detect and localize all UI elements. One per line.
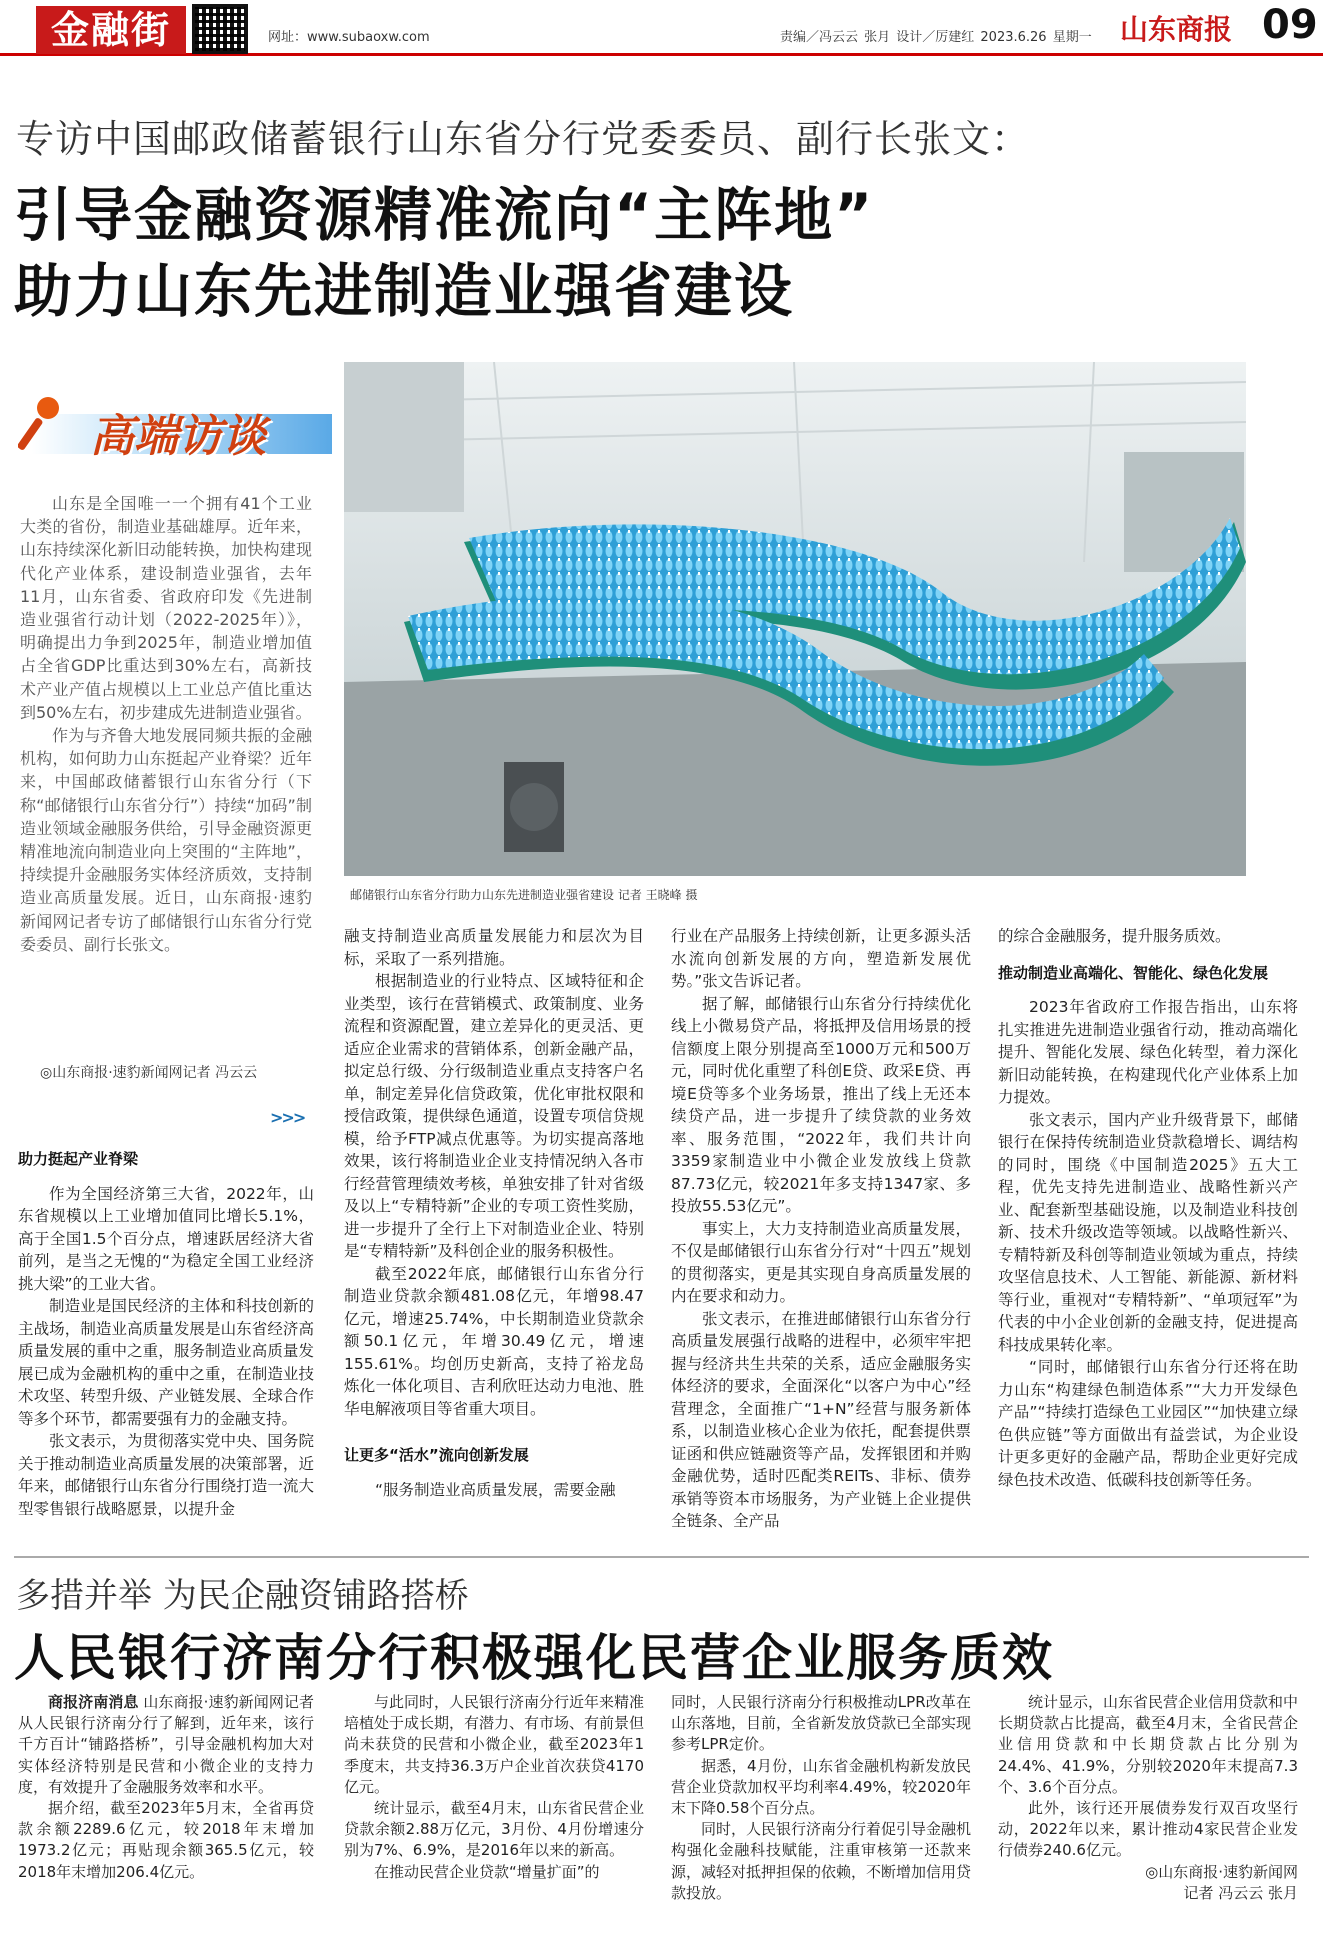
body-paragraph: 张文表示，为贯彻落实党中央、国务院关于推动制造业高质量发展的决策部署，近年来，邮储银行山东省分行围绕打造一流大型零售银行战略愿景，以提升金	[18, 1432, 314, 1518]
article-column-2	[344, 1692, 644, 1883]
body-paragraph: 据悉，4月份，山东省金融机构新发放民营企业贷款加权平均利率4.49%，较2020年末下降0.58个百分点。	[671, 1756, 971, 1818]
intro-paragraph: 作为与齐鲁大地发展同频共振的金融机构，如何助力山东挺起产业脊梁？近年来，中国邮政储蓄银行山东省分行（下称“邮储银行山东省分行”）持续“加码”制造业领域金融服务供给，引导金融资源更精准地流向制造业向上突围的“主阵地”，持续提升金融服务实体经济质效，支持制造业高质量发展。近日，山东商报·速豹新闻网记者专访了邮储银行山东省分行党委委员、副行长张文。	[20, 726, 312, 954]
body-paragraph: 作为全国经济第三大省，2022年，山东省规模以上工业增加值同比增长5.1%，高于全国1.5个百分点，增速跃居经济大省前列，是当之无愧的“为稳定全国工业经济挑大梁”的工业大省。	[18, 1184, 314, 1293]
reporter-byline: ◎山东商报·速豹新闻网记者 冯云云	[40, 1065, 258, 1081]
qr-code-icon	[192, 4, 248, 54]
article-column-2	[344, 925, 644, 1501]
page-number: 09	[1262, 2, 1318, 48]
body-paragraph: 行业在产品服务上持续创新，让更多源头活水流向创新发展的方向，塑造新发展优势。”张文告诉记者。	[671, 927, 971, 990]
article-column-3	[671, 925, 971, 1533]
body-paragraph: “服务制造业高质量发展，需要金融	[375, 1480, 616, 1499]
article-kicker: 专访中国邮政储蓄银行山东省分行党委委员、副行长张文：	[16, 117, 1031, 161]
body-paragraph: 在推动民营企业贷款“增量扩面”的	[374, 1862, 600, 1881]
body-paragraph: 2023年省政府工作报告指出，山东将扎实推进先进制造业强省行动，推动高端化提升、智能化发展、绿色化转型，着力深化新旧动能转换，在构建现代化产业体系上加力提效。	[998, 998, 1298, 1106]
intro-paragraph: 山东是全国唯一一个拥有41个工业大类的省份，制造业基础雄厚。近年来，山东持续深化新旧动能转换，加快构建现代化产业体系，建设制造业强省，去年11月，山东省委、省政府印发《先进制造业强省行动计划（2022-2025年）》，明确提出力争到2025年，制造业增加值占全省GDP比重达到30%左右，高新技术产业产值占规模以上工业总产值比重达到50%左右，初步建成先进制造业强省。	[20, 494, 312, 722]
body-paragraph: 截至2022年底，邮储银行山东省分行制造业贷款余额481.08亿元，年增98.47亿元，增速25.74%，中长期制造业贷款余额50.1亿元，年增30.49亿元，增速155.61%。均创历史新高，支持了裕龙岛炼化一体化项目、吉利欣旺达动力电池、胜华电解液项目等省重大项目。	[344, 1264, 644, 1418]
lead-text: 山东商报·速豹新闻网记者从人民银行济南分行了解到，近年来，该行千方百计“铺路搭桥”，引导金融机构加大对实体经济特别是民营和小微企业的支持力度，有效提升了金融服务效率和水平。	[18, 1693, 314, 1796]
body-paragraph: 统计显示，截至4月末，山东省民营企业贷款余额2.88万亿元，3月份、4月份增速分别为7%、6.9%，是2016年以来的新高。	[344, 1799, 644, 1860]
article-divider	[14, 1556, 1309, 1558]
body-paragraph: 张文表示，国内产业升级背景下，邮储银行在保持传统制造业贷款稳增长、调结构的同时，围绕《中国制造2025》五大工程，优先支持先进制造业、战略性新兴产业、配套新型基础设施，以及制造业科技创新、技术升级改造等领域。以战略性新兴、专精特新及科创等制造业领域为重点，持续攻坚信息技术、人工智能、新能源、新材料等行业，重视对“专精特新”、“单项冠军”为代表的中小企业创新的金融支持，促进提高科技成果转化率。	[998, 1110, 1298, 1354]
body-paragraph: 据介绍，截至2023年5月末，全省再贷款余额2289.6亿元，较2018年末增加1973.2亿元；再贴现余额365.5亿元，较2018年末增加206.4亿元。	[18, 1799, 314, 1881]
section-subhead: 助力挺起产业脊梁	[18, 1150, 139, 1168]
article-intro	[20, 492, 312, 956]
badge-text: 高端访谈	[90, 411, 266, 462]
article-column-4	[998, 925, 1298, 1491]
paper-name: 山东商报	[1120, 13, 1233, 46]
headline-line-2: 助力山东先进制造业强省建设	[14, 257, 795, 325]
article-column-3	[671, 1692, 971, 1904]
arrow-icon: >>>	[270, 1108, 305, 1127]
section-subhead: 让更多“活水”流向创新发展	[344, 1446, 529, 1464]
body-paragraph: 据了解，邮储银行山东省分行持续优化线上小微易贷产品，将抵押及信用场景的授信额度上限分别提高至1000万元和500万元，同时优化重塑了科创E贷、政采E贷、再境E贷等多个业务场景，推出了线上无还本续贷产品，进一步提升了续贷款的业务效率、服务范围，“2022年，我们共计向3359家制造业中小微企业发放线上贷款87.73亿元，较2021年多支持1347家、多投放55.53亿元”。	[671, 994, 971, 1215]
body-paragraph: 统计显示，山东省民营企业信用贷款和中长期贷款占比提高，截至4月末，全省民营企业信用贷款和中长期贷款占比分别为24.4%、41.9%，分别较2020年末提高7.3个、3.6个百分点。	[998, 1693, 1299, 1796]
body-paragraph: 与此同时，人民银行济南分行近年来精准培植处于成长期，有潜力、有市场、有前景但尚未获贷的民营和小微企业，截至2023年1季度末，共支持36.3万户企业首次获贷4170亿元。	[344, 1693, 645, 1796]
body-paragraph: 同时，人民银行济南分行着促引导金融机构强化金融科技赋能，注重审核第一还款来源，减轻对抵押担保的依赖，不断增加信用贷款投放。	[671, 1820, 972, 1902]
body-paragraph: 的综合金融服务，提升服务质效。	[998, 927, 1231, 945]
body-paragraph: 张文表示，在推进邮储银行山东省分行高质量发展强行战略的进程中，必须牢牢把握与经济共生共荣的关系，适应金融服务实体经济的要求，全面深化“以客户为中心”经营理念，全面推广“1+N”经营与服务新体系，以制造业核心企业为依托，配套提供票证函和供应链融资等产品，发挥银团和并购金融优势，适时匹配类REITs、非标、债券承销等资本市场服务，为产业链上企业提供全链条、全产品	[671, 1309, 971, 1530]
body-paragraph: 根据制造业的行业特点、区域特征和企业类型，该行在营销模式、政策制度、业务流程和资源配置，建立差异化的更灵活、更适应企业需求的营销体系，创新金融产品，拟定总行级、分行级制造业重点支持客户名单，制定差异化信贷政策，优化审批权限和授信政策，提供绿色通道，设置专项信贷规模，给予FTP减点优惠等。为切实提高落地效果，该行将制造业企业支持情况纳入各市行经营管理绩效考核，单独安排了针对省级及以上“专精特新”企业的专项工资性奖励，进一步提升了全行上下对制造业企业、特别是“专精特新”及科创企业的服务积极性。	[344, 972, 644, 1260]
section-subhead: 推动制造业高端化、智能化、绿色化发展	[998, 963, 1269, 982]
body-paragraph	[18, 1692, 314, 1798]
body-paragraph: 融支持制造业高质量发展能力和层次为目标，采取了一系列措施。	[344, 927, 644, 968]
website-url[interactable]: 网址：www.subaoxw.com	[268, 30, 430, 45]
article-column-4	[998, 1692, 1298, 1904]
article-column-1	[18, 1134, 314, 1520]
editor-info: 责编／冯云云 张月 设计／厉建红 2023.6.26 星期一	[780, 30, 1092, 45]
news-dateline: 商报济南消息	[48, 1693, 139, 1711]
article-column-1	[18, 1692, 314, 1883]
microphone-icon	[18, 394, 66, 454]
body-paragraph: 此外，该行还开展债券发行双百攻坚行动，2022年以来，累计推动4家民营企业发行债券240.6亿元。	[998, 1799, 1298, 1860]
reporter-byline: 记者 冯云云 张月	[1183, 1883, 1298, 1902]
body-paragraph: 制造业是国民经济的主体和科技创新的主战场，制造业高质量发展是山东省经济高质量发展的重中之重，服务制造业高质量发展已成为金融机构的重中之重，在制造业技术攻坚、转型升级、产业链发展、全球合作等多个环节，都需要强有力的金融支持。	[18, 1297, 314, 1428]
headline-line-1: 引导金融资源精准流向“主阵地”	[14, 181, 875, 249]
factory-photo	[344, 362, 1246, 876]
interview-badge	[8, 388, 328, 460]
article-kicker: 多措并举 为民企融资铺路搭桥	[16, 1576, 469, 1616]
body-paragraph: 事实上，大力支持制造业高质量发展，不仅是邮储银行山东省分行对“十四五”规划的贯彻落实，更是其实现自身高质量发展的内在要求和动力。	[671, 1219, 971, 1305]
headline: 人民银行济南分行积极强化民营企业服务质效	[14, 1629, 1054, 1687]
reporter-byline: ◎山东商报·速豹新闻网	[1145, 1862, 1298, 1881]
body-paragraph: “同时，邮储银行山东省分行还将在助力山东“构建绿色制造体系”“大力开发绿色产品”“持续打造绿色工业园区”“加快建立绿色供应链”等方面做出有益尝试，为企业设计更多更好的金融产品，帮助企业更好完成绿色技术改造、低碳科技创新等任务。	[998, 1358, 1298, 1489]
body-paragraph: 同时，人民银行济南分行积极推动LPR改革在山东落地，目前，全省新发放贷款已全部实现参考LPR定价。	[671, 1693, 972, 1754]
photo-caption: 邮储银行山东省分行助力山东先进制造业强省建设 记者 王晓峰 摄	[350, 888, 698, 902]
section-masthead: 金融街	[36, 6, 186, 54]
